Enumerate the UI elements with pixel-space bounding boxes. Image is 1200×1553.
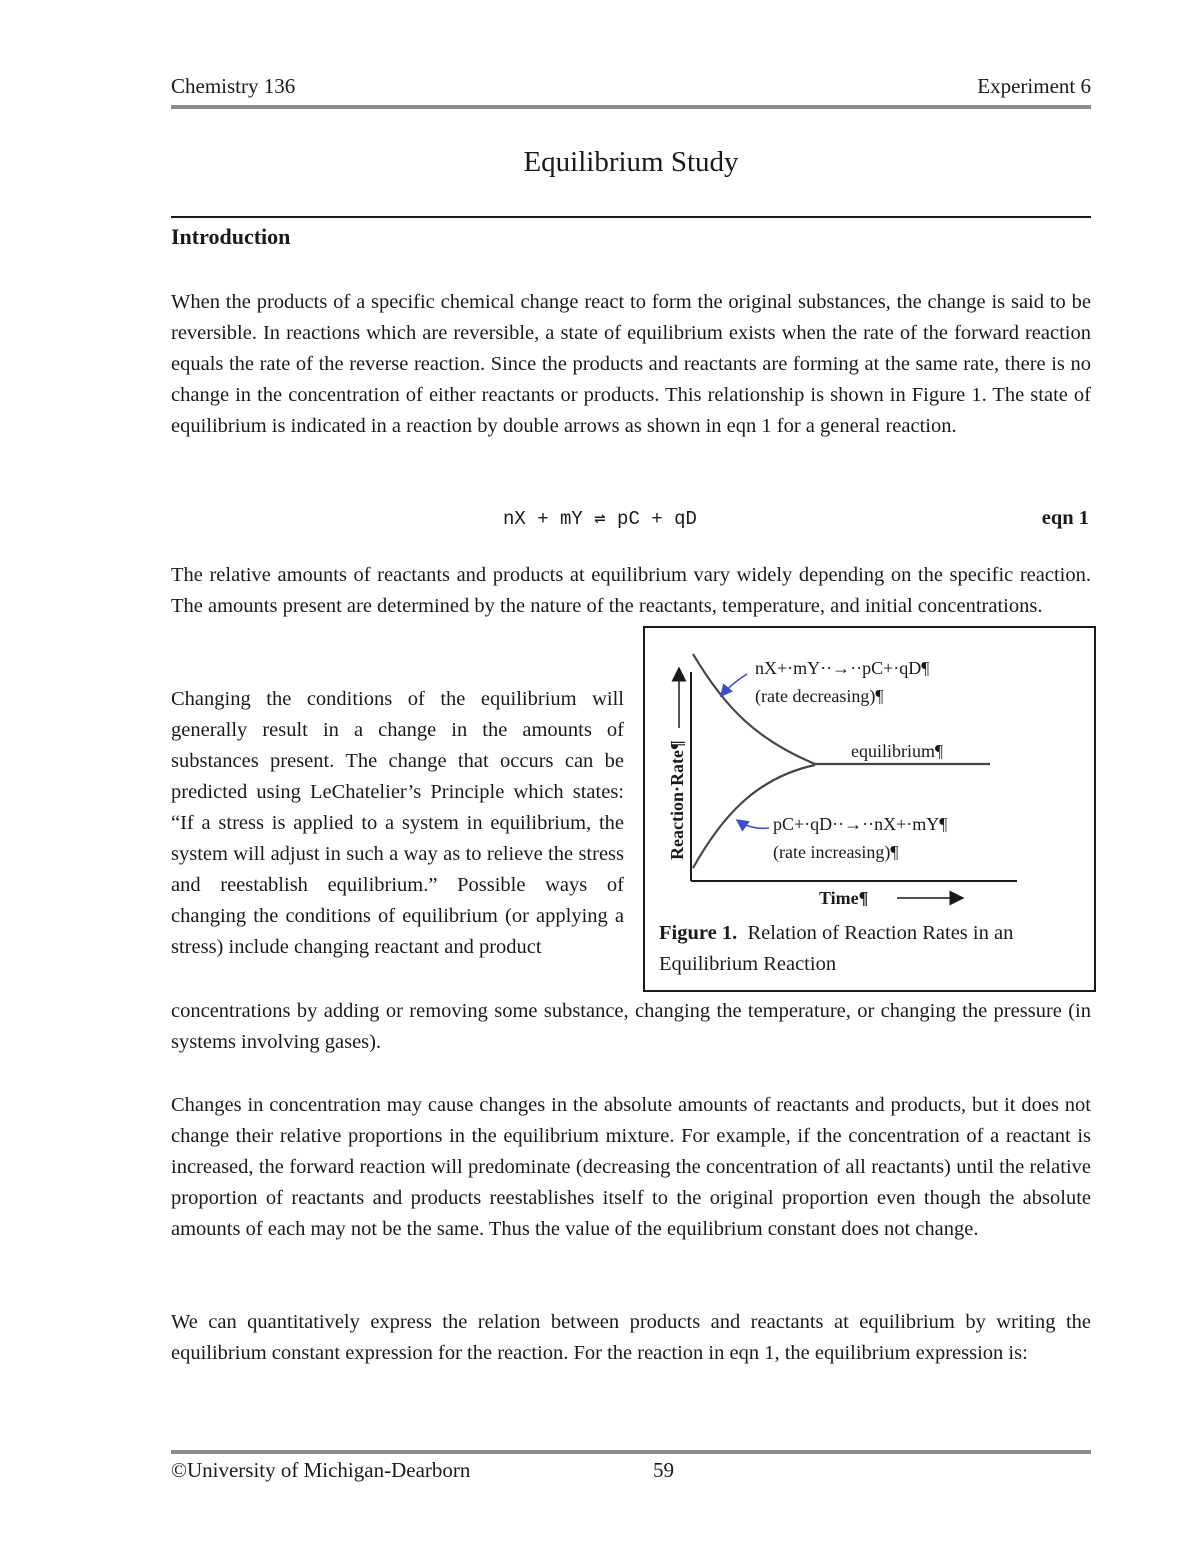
forward-reaction-label: nX+·mY··→··pC+·qD¶	[755, 658, 930, 678]
reverse-pointer-arrow	[737, 820, 769, 828]
forward-rate-note: (rate decreasing)¶	[755, 686, 884, 706]
page-number: 59	[653, 1458, 674, 1482]
section-heading: Introduction	[171, 224, 291, 249]
reverse-reaction-label: pC+·qD··→··nX+·mY¶	[773, 814, 948, 834]
page-header	[171, 74, 1091, 102]
reverse-rate-note: (rate increasing)¶	[773, 842, 899, 862]
footer-rule	[171, 1450, 1091, 1454]
caption-lead: Figure 1.	[659, 922, 738, 944]
paragraph-reversible: When the products of a specific chemical change react to form the original substances, the change is said to be reversible. In reactions which are reversible, a state of equilibrium exists when the rate of the forward reaction equals the rate of the reverse reaction. Since the products and reactants are forming at the same rate, there is no change in the concentration of either reactants or products. This relationship is shown in Figure 1. The state of equilibrium is indicated in a reaction by double arrows as shown in eqn 1 for a general reaction.	[171, 291, 1091, 437]
paragraph-lechatelier-continued: concentrations by adding or removing some substance, changing the temperature, or changing the pressure (in systems involving gases).	[171, 1000, 1091, 1053]
figure-caption	[659, 918, 1084, 980]
equilibrium-label: equilibrium¶	[851, 741, 944, 761]
y-axis-label: Reaction·Rate¶	[667, 740, 687, 860]
page-title: Equilibrium Study	[523, 146, 739, 178]
figure-1	[643, 626, 1096, 992]
header-rule	[171, 105, 1091, 109]
title-rule	[171, 216, 1091, 218]
course-name: Chemistry 136	[171, 74, 296, 98]
copyright-notice: ©University of Michigan-Dearborn	[171, 1458, 471, 1482]
caption-text: Relation of Reaction Rates in an Equilibrium Reaction	[659, 922, 1014, 975]
forward-pointer-arrow	[721, 674, 747, 696]
paragraph-relative-amounts: The relative amounts of reactants and products at equilibrium vary widely depending on the specific reaction. The amounts present are determined by the nature of the reactants, temperature, and initial concentrations.	[171, 564, 1091, 617]
x-axis-label: Time¶	[819, 888, 869, 908]
equation-line	[171, 507, 1091, 537]
equation-expression: nX + mY ⇌ pC + qD	[503, 508, 697, 530]
paragraph-lechatelier: Changing the conditions of the equilibrium will generally result in a change in the amounts of substances present. The change that occurs can be predicted using LeChatelier’s Principle which states: “If a stress is applied to a system in equilibrium, the system will adjust in such a way as to relieve the stress and reestablish equilibrium.” Possible ways of changing the conditions of equilibrium (or applying a stress) include changing reactant and product	[171, 688, 624, 958]
equation-label: eqn 1	[1041, 507, 1089, 529]
paragraph-equilibrium-expression: We can quantitatively express the relation between products and reactants at equilibrium by writing the equilibrium constant expression for the reaction. For the reaction in eqn 1, the equilibrium expression is:	[171, 1311, 1091, 1364]
experiment-number: Experiment 6	[977, 74, 1091, 98]
paragraph-concentration-changes: Changes in concentration may cause changes in the absolute amounts of reactants and products, but it does not change their relative proportions in the equilibrium mixture. For example, if the concentration of a reactant is increased, the forward reaction will predominate (decreasing the concentration of all reactants) until the relative proportion of reactants and products reestablishes itself to the original proportion even though the absolute amounts of each may not be the same. Thus the value of the equilibrium constant does not change.	[171, 1094, 1091, 1240]
